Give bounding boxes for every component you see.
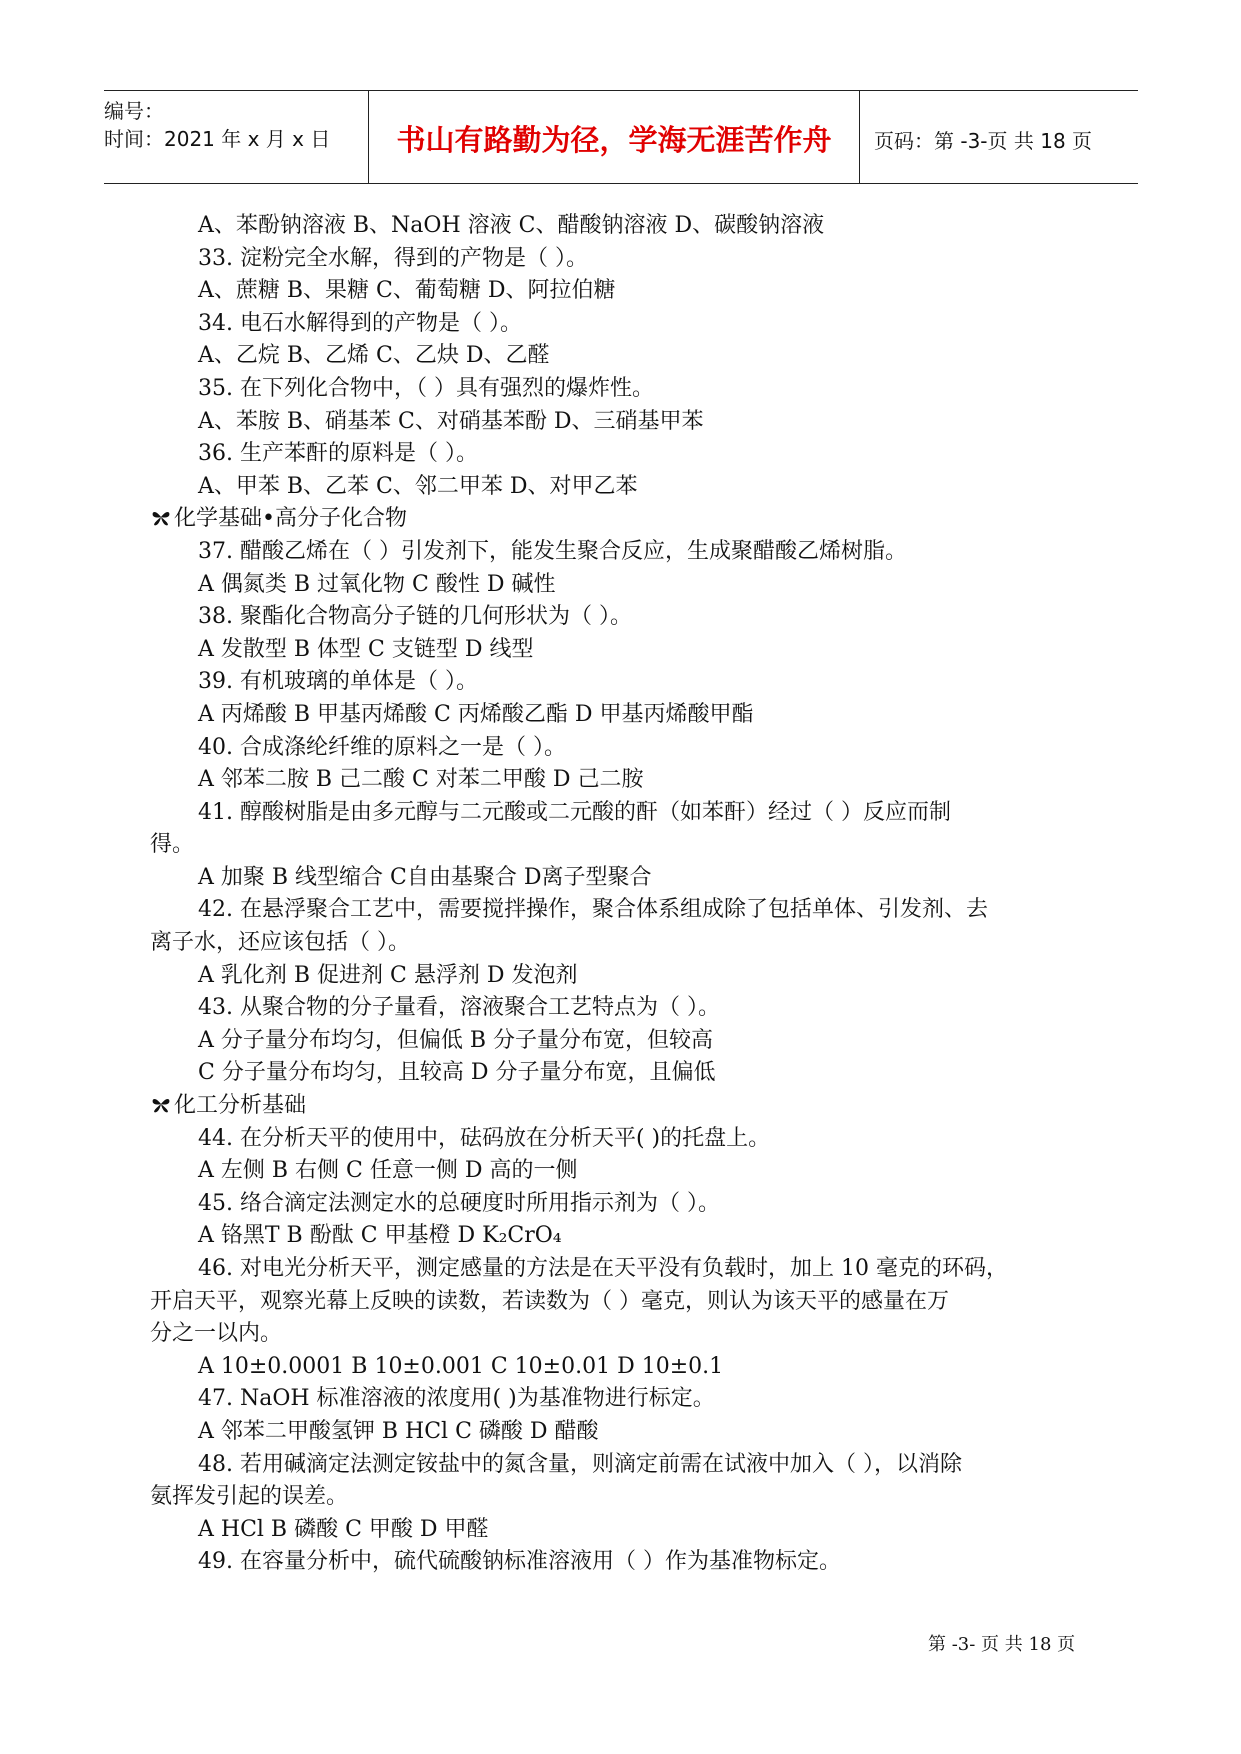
text-line: [150, 1318, 1100, 1351]
text-line: [150, 829, 1100, 862]
line-text: 开启天平，观察光幕上反映的读数，若读数为（ ）毫克，则认为该天平的感量在万: [150, 1288, 949, 1314]
text-line: [150, 601, 1100, 634]
line-text: 49. 在容量分析中，硫代硫酸钠标准溶液用（ ）作为基准物标定。: [198, 1549, 841, 1575]
line-text: A、苯酚钠溶液 B、NaOH 溶液 C、醋酸钠溶液 D、碳酸钠溶液: [198, 213, 825, 238]
header-motto: 书山有路勤为径，学海无涯苦作舟: [396, 123, 832, 157]
section-heading: [150, 503, 1100, 536]
text-line: [150, 210, 1100, 243]
line-text: 36. 生产苯酐的原料是（ ）。: [198, 441, 478, 467]
line-text: 44. 在分析天平的使用中，砝码放在分析天平( )的托盘上。: [198, 1125, 771, 1151]
text-line: [150, 634, 1100, 667]
line-text: 43. 从聚合物的分子量看，溶液聚合工艺特点为（ ）。: [198, 995, 720, 1021]
line-text: A 丙烯酸 B 甲基丙烯酸 C 丙烯酸乙酯 D 甲基丙烯酸甲酯: [198, 701, 754, 727]
text-line: [150, 699, 1100, 732]
line-text: 35. 在下列化合物中，（ ）具有强烈的爆炸性。: [198, 375, 654, 401]
line-text: 41. 醇酸树脂是由多元醇与二元酸或二元酸的酐（如苯酐）经过（ ）反应而制: [198, 799, 951, 825]
line-text: A 邻苯二胺 B 己二酸 C 对苯二甲酸 D 己二胺: [198, 767, 644, 793]
line-text: 33. 淀粉完全水解，得到的产物是（ ）。: [198, 245, 588, 271]
text-line: [150, 536, 1100, 569]
text-line: [150, 1155, 1100, 1188]
text-line: [150, 569, 1100, 602]
text-line: [150, 308, 1100, 341]
text-line: [150, 1546, 1100, 1579]
page-footer: 第 -3- 页 共 18 页: [928, 1634, 1076, 1655]
text-line: [150, 797, 1100, 830]
line-text: A 加聚 B 线型缩合 C自由基聚合 D离子型聚合: [198, 864, 652, 890]
line-text: A、苯胺 B、硝基苯 C、对硝基苯酚 D、三硝基甲苯: [198, 408, 704, 434]
text-line: [150, 862, 1100, 895]
text-line: [150, 927, 1100, 960]
section-heading: [150, 1481, 1100, 1514]
line-text: 38. 聚酯化合物高分子链的几何形状为（ ）。: [198, 604, 632, 630]
line-text: A HCl B 磷酸 C 甲酸 D 甲醛: [198, 1516, 489, 1542]
line-text: A 铬黑T B 酚酞 C 甲基橙 D K₂CrO₄: [198, 1223, 562, 1249]
header-page-number: 页码：第 -3-页 共 18 页: [874, 129, 1093, 153]
line-text: 47. NaOH 标准溶液的浓度用( )为基准物进行标定。: [198, 1386, 715, 1412]
page-header: [104, 90, 1138, 184]
line-text: A 乳化剂 B 促进剂 C 悬浮剂 D 发泡剂: [198, 962, 578, 988]
text-line: [150, 340, 1100, 373]
line-text: 37. 醋酸乙烯在（ ）引发剂下，能发生聚合反应，生成聚醋酸乙烯树脂。: [198, 538, 907, 564]
header-motto-cell: [369, 91, 860, 183]
text-line: [150, 764, 1100, 797]
flower-bullet-icon: [150, 506, 174, 531]
text-line: [150, 1449, 1100, 1482]
text-line: [150, 1253, 1100, 1286]
text-line: [150, 1351, 1100, 1384]
text-line: [150, 1220, 1100, 1253]
text-line: [150, 1123, 1100, 1156]
question-list: [150, 210, 1100, 1579]
line-text: A 左侧 B 右侧 C 任意一侧 D 高的一侧: [198, 1158, 578, 1184]
flower-bullet-icon: [150, 1093, 174, 1118]
line-text: A 分子量分布均匀，但偏低 B 分子量分布宽，但较高: [198, 1027, 714, 1053]
line-text: 45. 络合滴定法测定水的总硬度时所用指示剂为（ ）。: [198, 1190, 720, 1216]
text-line: [150, 1383, 1100, 1416]
line-text: A 邻苯二甲酸氢钾 B HCl C 磷酸 D 醋酸: [198, 1418, 599, 1444]
text-line: [150, 1416, 1100, 1449]
document-number-label: 编号：: [104, 99, 164, 123]
line-text: A、乙烷 B、乙烯 C、乙炔 D、乙醛: [198, 343, 550, 369]
line-text: A、甲苯 B、乙苯 C、邻二甲苯 D、对甲乙苯: [198, 473, 638, 499]
line-text: A 发散型 B 体型 C 支链型 D 线型: [198, 636, 534, 662]
line-text: 48. 若用碱滴定法测定铵盐中的氮含量，则滴定前需在试液中加入（ ），以消除: [198, 1451, 962, 1477]
line-text: 39. 有机玻璃的单体是（ ）。: [198, 669, 478, 695]
line-text: 34. 电石水解得到的产物是（ ）。: [198, 310, 522, 336]
line-text: 氨挥发引起的误差。: [150, 1484, 349, 1510]
text-line: [150, 666, 1100, 699]
line-text: C 分子量分布均匀，且较高 D 分子量分布宽，且偏低: [198, 1060, 716, 1086]
text-line: [150, 992, 1100, 1025]
header-page-cell: [860, 91, 1138, 183]
text-line: [150, 1286, 1100, 1319]
text-line: [150, 1057, 1100, 1090]
line-text: 40. 合成涤纶纤维的原料之一是（ ）。: [198, 734, 566, 760]
text-line: [150, 1514, 1100, 1547]
text-line: [150, 406, 1100, 439]
line-text: 离子水，还应该包括（ ）。: [150, 930, 410, 956]
line-text: 46. 对电光分析天平，测定感量的方法是在天平没有负载时，加上 10 毫克的环码，: [198, 1256, 1008, 1281]
section-heading: [150, 1090, 1100, 1123]
text-line: [150, 1188, 1100, 1221]
text-line: [150, 732, 1100, 765]
line-text: A 偶氮类 B 过氧化物 C 酸性 D 碱性: [198, 571, 556, 597]
text-line: [150, 438, 1100, 471]
text-line: [150, 275, 1100, 308]
text-line: [150, 471, 1100, 504]
line-text: 分之一以内。: [150, 1321, 283, 1347]
header-info-cell: [104, 91, 369, 183]
document-time-label: 时间：2021 年 x 月 x 日: [104, 127, 331, 151]
line-text: A、蔗糖 B、果糖 C、葡萄糖 D、阿拉伯糖: [198, 278, 616, 304]
text-line: [150, 960, 1100, 993]
text-line: [150, 894, 1100, 927]
line-text: 化学基础•高分子化合物: [174, 506, 407, 532]
line-text: 化工分析基础: [174, 1093, 307, 1119]
text-line: [150, 243, 1100, 276]
line-text: 得。: [150, 832, 195, 858]
text-line: [150, 373, 1100, 406]
text-line: [150, 1025, 1100, 1058]
line-text: 42. 在悬浮聚合工艺中，需要搅拌操作，聚合体系组成除了包括单体、引发剂、去: [198, 897, 988, 923]
line-text: A 10±0.0001 B 10±0.001 C 10±0.01 D 10±0.1: [198, 1353, 724, 1379]
